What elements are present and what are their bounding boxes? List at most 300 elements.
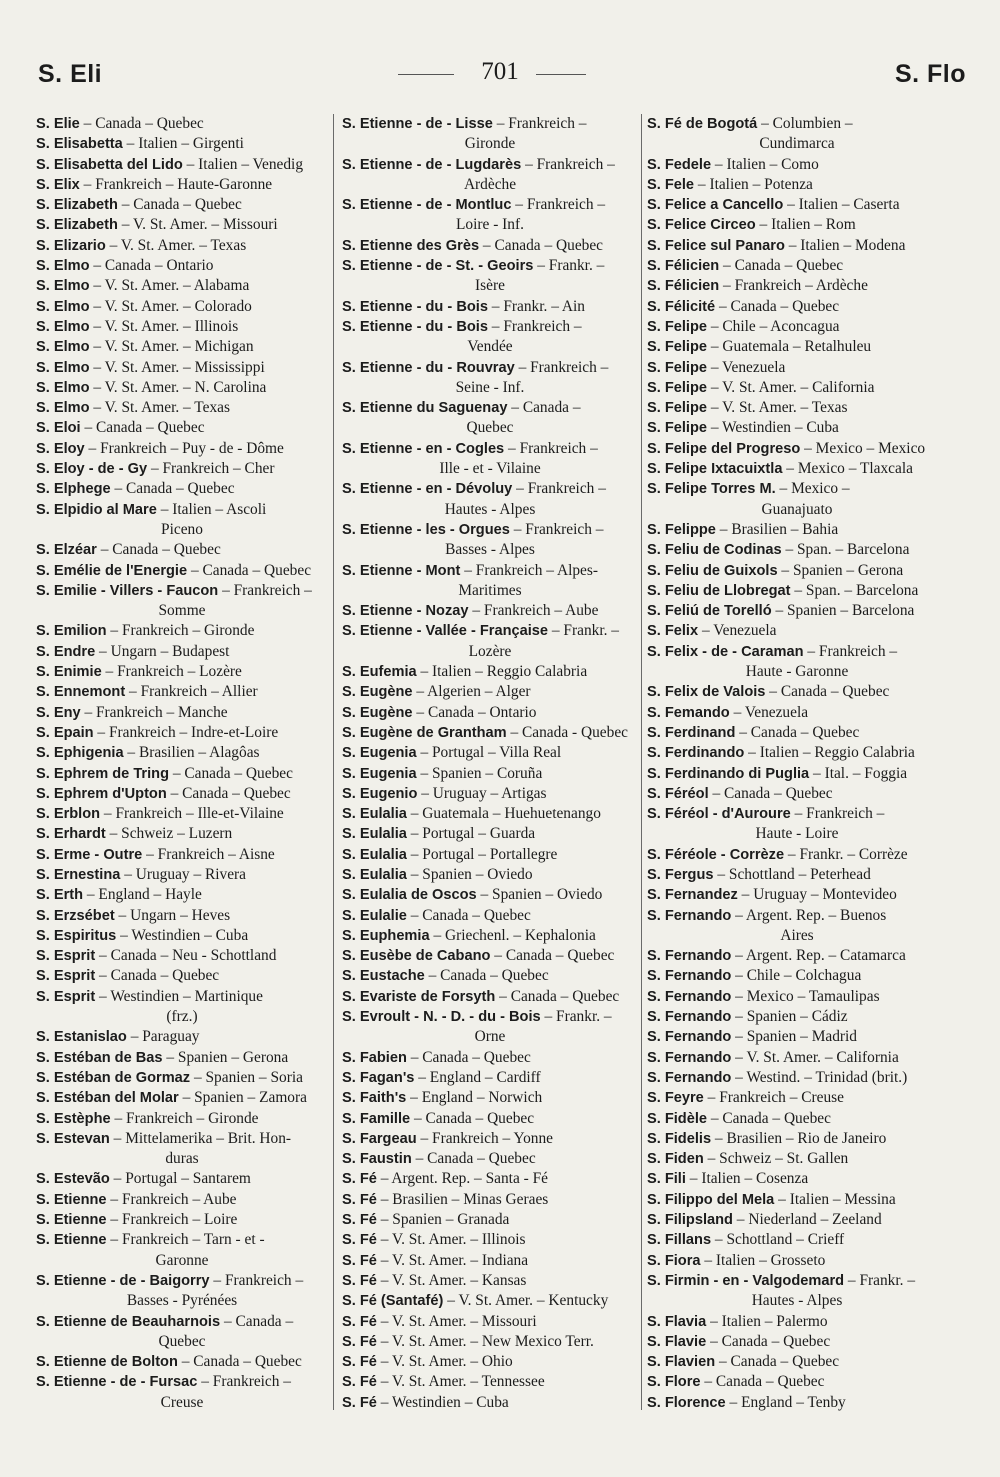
gazetteer-entry [342,824,638,844]
place-name: S. Estanislao [36,1029,127,1046]
place-name: S. Eufemia [342,664,417,681]
place-name: S. Fé [342,1252,377,1269]
entry-line [36,479,328,499]
place-location: – Chile – Colchagua [731,967,862,985]
entry-line [36,824,328,844]
place-location: – Frankreich – Aisne [142,845,275,863]
place-location: – Spanien – Zamora [178,1089,307,1107]
place-name: S. Felipe del Progreso [647,440,801,457]
gazetteer-entry [36,337,328,357]
place-name: S. Elphege [36,481,111,498]
entry-line [647,1007,947,1027]
place-location: – Frankreich – [209,1271,304,1289]
place-location: – Spanien – Soria [190,1068,303,1086]
gazetteer-entry [36,621,328,641]
place-location: – Portugal – Villa Real [416,744,562,762]
entry-line [647,865,947,885]
gazetteer-entry [36,479,328,499]
place-name: S. Fele [647,176,695,193]
place-location: – Frankreich – Gironde [106,622,255,640]
place-name: S. Felix de Valois [647,684,766,701]
entry-line [342,195,638,215]
place-name: S. Fernando [647,988,732,1005]
place-location: – Frankreich – [197,1373,291,1391]
gazetteer-entry [36,114,328,134]
place-name: S. Etienne [36,1232,107,1249]
place-location: – Canada – Quebec [708,784,833,802]
place-location-continued: Piceno [161,520,203,538]
place-location: – England – Norwich [406,1089,543,1107]
entry-line [647,906,947,926]
place-location: – Spanien – Oviedo [476,886,603,904]
place-location-continued: Haute - Garonne [745,663,849,681]
gazetteer-entry [342,1190,638,1210]
place-location: – Canada – Quebec [110,480,235,498]
place-location: – Italien – Messina [774,1190,896,1208]
place-name: S. Firmin - en - Valgodemard [647,1272,845,1289]
gazetteer-entry [36,764,328,784]
place-name: S. Estevão [36,1171,110,1188]
entry-line [342,1372,638,1392]
place-name: S. Elmo [36,400,90,417]
entry-line [647,1230,947,1250]
place-name: S. Fernando [647,948,732,965]
gazetteer-entry [342,1048,638,1068]
place-name: S. Féréole - Corrèze [647,846,785,863]
place-location-continued: Quebec [466,419,514,437]
entry-line [342,804,638,824]
entry-line [36,439,328,459]
place-location: – Spanien – Barcelona [771,602,915,620]
place-name: S. Faith's [342,1090,407,1107]
place-name: S. Fé [342,1354,377,1371]
place-location: – Westindien – Cuba [707,419,839,437]
place-name: S. Eulalia [342,826,407,843]
gazetteer-entry [36,1169,328,1189]
gazetteer-entry [36,906,328,926]
place-name: S. Elmo [36,359,90,376]
entry-line [36,1190,328,1210]
gazetteer-entry [36,134,328,154]
entry-line [647,540,947,560]
place-location: – Canada – Quebec [406,1048,531,1066]
place-location: – Frankreich – Indre-et-Loire [93,723,279,741]
entry-line [342,703,638,723]
place-location: – Italien – Rom [755,216,856,234]
entry-line [647,601,947,621]
place-location: – Italien – Como [711,155,819,173]
place-name: S. Feliú de Torelló [647,603,772,620]
gazetteer-entry [647,885,947,905]
gazetteer-entry [36,966,328,986]
place-name: S. Etienne - de - Montluc [342,197,512,214]
entry-line [647,1332,947,1352]
entry-line [36,500,328,520]
place-name: S. Erth [36,887,84,904]
column-divider [641,114,642,1410]
entry-line [36,1068,328,1088]
gazetteer-entry [647,1169,947,1189]
entry-line [36,1230,328,1250]
entry-line [647,561,947,581]
entry-line [36,581,328,601]
entry-line [342,256,638,276]
entry-line [342,1088,638,1108]
entry-line [647,175,947,195]
gazetteer-entry [647,1372,947,1392]
place-name: S. Estéban de Gormaz [36,1069,191,1086]
place-name: S. Erblon [36,806,101,823]
entry-line [647,784,947,804]
place-location-continued: Creuse [160,1393,204,1411]
place-location: – Frankreich – [521,155,615,173]
place-location: – Spanien – Madrid [731,1028,858,1046]
place-name: S. Féréol - d'Auroure [647,806,791,823]
place-name: S. Fidelis [647,1130,712,1147]
place-location: – Frankr. – [548,622,619,640]
place-location: – Spanien – Coruña [416,764,543,782]
gazetteer-entry [647,561,947,581]
place-location: – Brasilien – Minas Geraes [376,1190,549,1208]
entry-line [647,1048,947,1068]
entry-line [342,1230,638,1250]
gazetteer-entry [647,337,947,357]
place-location: – Italien – Potenza [694,175,813,193]
place-name: S. Flore [647,1374,701,1391]
place-location: – V. St. Amer. – N. Carolina [89,378,267,396]
gazetteer-entry [647,378,947,398]
entry-line [647,987,947,1007]
place-location: – Frankreich – Ille-et-Vilaine [100,805,284,823]
entry-line [342,1291,638,1311]
place-name: S. Esprit [36,968,96,985]
place-name: S. Felice Circeo [647,217,756,234]
place-name: S. Erhardt [36,826,106,843]
header-first-entry: S. Eli [38,60,103,88]
place-location: – Frankreich – Loire [106,1211,238,1229]
place-name: S. Fagan's [342,1069,415,1086]
entry-line [342,236,638,256]
column-3 [647,114,947,1413]
entry-line [342,682,638,702]
place-location: – Canada – Quebec [411,1150,536,1168]
entry-line [36,764,328,784]
gazetteer-entry [36,1027,328,1047]
gazetteer-entry [36,885,328,905]
place-name: S. Elix [36,176,80,193]
place-name: S. Félicité [647,298,716,315]
gazetteer-entry [342,1251,638,1271]
entry-line [647,621,947,641]
place-location: – Spanien – Gerona [162,1048,289,1066]
place-name: S. Eugène [342,704,413,721]
place-location-continued: Hautes - Alpes [444,500,536,518]
place-location: – V. St. Amer. – Missouri [376,1312,537,1330]
gazetteer-entry [342,1129,638,1149]
place-location: – Spanien – Granada [376,1211,510,1229]
entry-line [36,987,328,1007]
place-location: – Frankreich – Gironde [110,1109,259,1127]
entry-line [647,155,947,175]
gazetteer-entry [36,1088,328,1108]
entry-line [647,581,947,601]
place-name: S. Etienne - les - Orgues [342,521,510,538]
place-location: – Westindien – Martinique [95,987,263,1005]
gazetteer-entry [342,784,638,804]
entry-line [342,1190,638,1210]
place-location: – V. St. Amer. – Indiana [376,1251,529,1269]
entry-line [647,845,947,865]
place-name: S. Flavie [647,1333,707,1350]
place-location: – Frankreich – Tarn - et - [106,1231,265,1249]
place-name: S. Félicien [647,258,720,275]
place-name: S. Etienne - de - Baigorry [36,1272,210,1289]
entry-line [342,946,638,966]
place-location: – Italien – Caserta [783,196,900,214]
place-location: – Italien – Reggio Calabria [744,744,915,762]
entry-line [647,804,947,824]
place-name: S. Etienne - de - St. - Geoirs [342,258,534,275]
place-location: – Frankreich – Yonne [416,1129,553,1147]
place-name: S. Felipe [647,359,708,376]
entry-line [342,1007,638,1027]
gazetteer-entry [647,1129,947,1149]
place-location: – Mittelamerika – Brit. Hon- [109,1129,292,1147]
gazetteer-entry [647,1109,947,1129]
entry-line [342,662,638,682]
entry-line [342,155,638,175]
place-location: – Argent. Rep. – Buenos [731,906,887,924]
place-name: S. Fernando [647,907,732,924]
place-name: S. Emélie de l'Energie [36,562,188,579]
entry-line [36,621,328,641]
entry-line [342,1210,638,1230]
entry-line [36,337,328,357]
entry-line [342,1068,638,1088]
entry-line [647,1393,947,1413]
place-location: – Argent. Rep. – Catamarca [731,947,906,965]
place-location: – Canada – Quebec [700,1373,825,1391]
entry-line [647,1372,947,1392]
gazetteer-entry [36,561,328,581]
place-name: S. Felipe [647,379,708,396]
gazetteer-entry [342,662,638,682]
gazetteer-entry [647,1312,947,1332]
place-location: – Schottland – Crieff [711,1231,845,1249]
entry-line [647,1169,947,1189]
place-location: – Westindien – Cuba [116,926,249,944]
entry-line [36,1048,328,1068]
place-location: – Portugal – Guarda [406,825,536,843]
gazetteer-entry [36,500,328,541]
place-location: – Frankreich – [803,642,898,660]
place-location: – V. St. Amer. – Missouri [117,216,278,234]
entry-line [647,276,947,296]
place-location: – Canada – [507,399,581,417]
entry-line [36,398,328,418]
place-name: S. Fiora [647,1252,701,1269]
place-location: – Ital. – Foggia [809,764,908,782]
gazetteer-entry [647,804,947,845]
gazetteer-entry [647,784,947,804]
entry-line [342,561,638,581]
place-name: S. Fili [647,1171,686,1188]
place-location: – Mexico – Tamaulipas [731,987,880,1005]
gazetteer-entry [342,398,638,439]
place-location: – Venezuela [707,358,786,376]
place-location: – Guatemala – Retalhuleu [707,338,872,356]
gazetteer-entry [647,1007,947,1027]
place-name: S. Elmo [36,278,90,295]
entry-line [647,1352,947,1372]
place-location: – Frankreich – Haute-Garonne [79,175,273,193]
gazetteer-entry [342,1230,638,1250]
entry-line [36,256,328,276]
entry-line [342,743,638,763]
entry-line [36,682,328,702]
gazetteer-entry [647,1251,947,1271]
place-name: S. Elpidio al Mare [36,501,157,518]
entry-line [647,703,947,723]
entry-line [647,743,947,763]
place-location: – Frankreich – [514,358,609,376]
gazetteer-entry [647,581,947,601]
place-location-continued: Cundimarca [759,135,835,153]
gazetteer-entry [36,703,328,723]
place-name: S. Eny [36,704,81,721]
gazetteer-entry [36,662,328,682]
place-location: – Italien – Modena [784,236,906,254]
place-location: – England – Cardiff [414,1068,541,1086]
place-location: – Canada – Quebec [479,236,604,254]
place-name: S. Fé (Santafé) [342,1293,444,1310]
entry-line [647,418,947,438]
place-location: – V. St. Amer. – Texas [105,236,247,254]
place-name: S. Etienne - de - Fursac [36,1374,198,1391]
place-name: S. Flavien [647,1354,716,1371]
place-location: – Canada – Quebec [719,257,844,275]
gazetteer-entry [36,1129,328,1170]
gazetteer-entry [342,1271,638,1291]
gazetteer-entry [36,1352,328,1372]
place-name: S. Erzsébet [36,907,115,924]
entry-line [36,195,328,215]
entry-line [36,926,328,946]
place-location-continued: Orne [474,1028,506,1046]
entry-line [36,723,328,743]
place-location: – Italien – Ascoli [156,500,267,518]
gazetteer-entry [36,723,328,743]
place-name: S. Eugenio [342,785,418,802]
place-location: – Brasilien – Bahia [715,520,839,538]
gazetteer-entry [36,926,328,946]
entry-line [36,134,328,154]
place-name: S. Etienne - du - Bois [342,298,488,315]
gazetteer-entry [647,1027,947,1047]
place-location: – Canada – Quebec [169,764,293,782]
entry-line [647,317,947,337]
place-location: – Portugal – Santarem [109,1170,251,1188]
column-2 [342,114,638,1413]
entry-line [36,804,328,824]
entry-line [647,682,947,702]
place-name: S. Flavia [647,1313,707,1330]
gazetteer-entry [342,804,638,824]
place-name: S. Ferdinando di Puglia [647,765,810,782]
place-location-continued: Hautes - Alpes [751,1292,843,1310]
place-name: S. Fabien [342,1049,407,1066]
place-name: S. Eugène [342,684,413,701]
place-name: S. Fé [342,1313,377,1330]
gazetteer-entry [36,1230,328,1271]
place-name: S. Eulalia [342,866,407,883]
entry-line [342,906,638,926]
entry-line [342,317,638,337]
place-location: – V. St. Amer. – Ohio [376,1353,513,1371]
entry-line [36,1372,328,1392]
gazetteer-entry [36,1372,328,1413]
entry-line [342,1352,638,1372]
entry-line [342,398,638,418]
entry-line [36,845,328,865]
gazetteer-entry [342,621,638,662]
place-name: S. Etienne - de - Lisse [342,116,493,132]
place-location: – Frankreich – [504,439,598,457]
place-location: – Argent. Rep. – Santa - Fé [376,1170,549,1188]
gazetteer-entry [647,297,947,317]
place-name: S. Etienne du Saguenay [342,400,508,417]
gazetteer-entry [647,195,947,215]
entry-line [36,1210,328,1230]
place-name: S. Felice sul Panaro [647,237,785,254]
entry-line [647,1312,947,1332]
place-name: S. Felix [647,623,699,640]
place-location: – Frankr. – Corrèze [784,845,908,863]
place-location-continued: Ardèche [463,175,517,193]
place-location: – Uruguay – Artigas [417,784,547,802]
place-name: S. Elizabeth [36,217,118,234]
place-location: – Chile – Aconcagua [707,317,840,335]
place-location: – Canada – Quebec [707,1109,831,1127]
gazetteer-entry [647,621,947,641]
entry-line [647,1027,947,1047]
place-location-continued: Maritimes [458,581,522,599]
place-location: – Venezuela [698,622,777,640]
entry-line [36,297,328,317]
place-location: – Canada – Quebec [706,1332,831,1350]
gazetteer-entry [36,743,328,763]
gazetteer-entry [36,540,328,560]
gazetteer-entry [342,682,638,702]
gazetteer-entry [342,439,638,480]
entry-line [647,195,947,215]
place-location: – Brasilien – Alagôas [123,744,260,762]
place-name: S. Fillans [647,1232,712,1249]
place-name: S. Faustin [342,1151,412,1168]
place-location: – V. St. Amer. – Mississippi [89,358,265,376]
entry-line [36,784,328,804]
gazetteer-entry [647,256,947,276]
place-name: S. Felipe [647,318,708,335]
place-location: – Canada - Quebec [506,723,628,741]
gazetteer-entry [342,723,638,743]
gazetteer-entry [342,317,638,358]
entry-line [647,946,947,966]
place-location: – V. St. Amer. – Illinois [376,1231,526,1249]
gazetteer-entry [342,743,638,763]
place-name: S. Evroult - N. - D. - du - Bois [342,1009,541,1026]
entry-line [647,1088,947,1108]
